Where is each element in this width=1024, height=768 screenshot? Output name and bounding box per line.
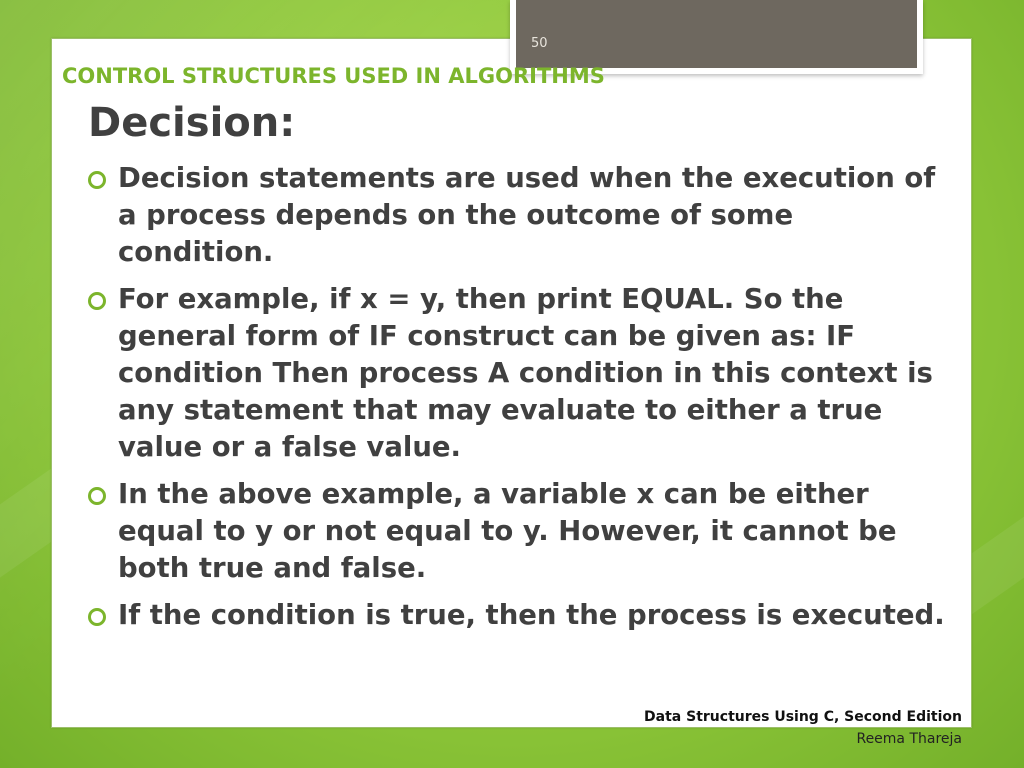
bullet-text: For example, if x = y, then print EQUAL. So the general form of IF construct can be given as: IF condition Then process A condition in this context is any statement that may evaluate to either a true value or a false value. [118, 283, 933, 463]
bullet-item [88, 160, 948, 271]
bullet-text: In the above example, a variable x can be either equal to y or not equal to y. However, it cannot be both true and false. [118, 478, 897, 584]
slide-number-tab-fill [516, 0, 917, 68]
bullet-text: Decision statements are used when the execution of a process depends on the outcome of some condition. [118, 162, 936, 268]
slide-number-tab [510, 0, 923, 74]
slide-title: CONTROL STRUCTURES USED IN ALGORITHMS [62, 64, 605, 88]
section-heading: Decision: [88, 100, 296, 146]
bullet-list [88, 160, 948, 644]
bullet-ring-icon [88, 487, 106, 505]
bullet-text: If the condition is true, then the process is executed. [118, 599, 945, 631]
bullet-ring-icon [88, 171, 106, 189]
slide-number: 50 [531, 36, 548, 51]
bullet-ring-icon [88, 292, 106, 310]
bullet-item [88, 476, 948, 587]
bullet-ring-icon [88, 608, 106, 626]
footer-book-title: Data Structures Using C, Second Edition [644, 709, 962, 725]
bullet-item [88, 281, 948, 466]
footer-author: Reema Thareja [856, 731, 962, 747]
bullet-item [88, 597, 948, 634]
